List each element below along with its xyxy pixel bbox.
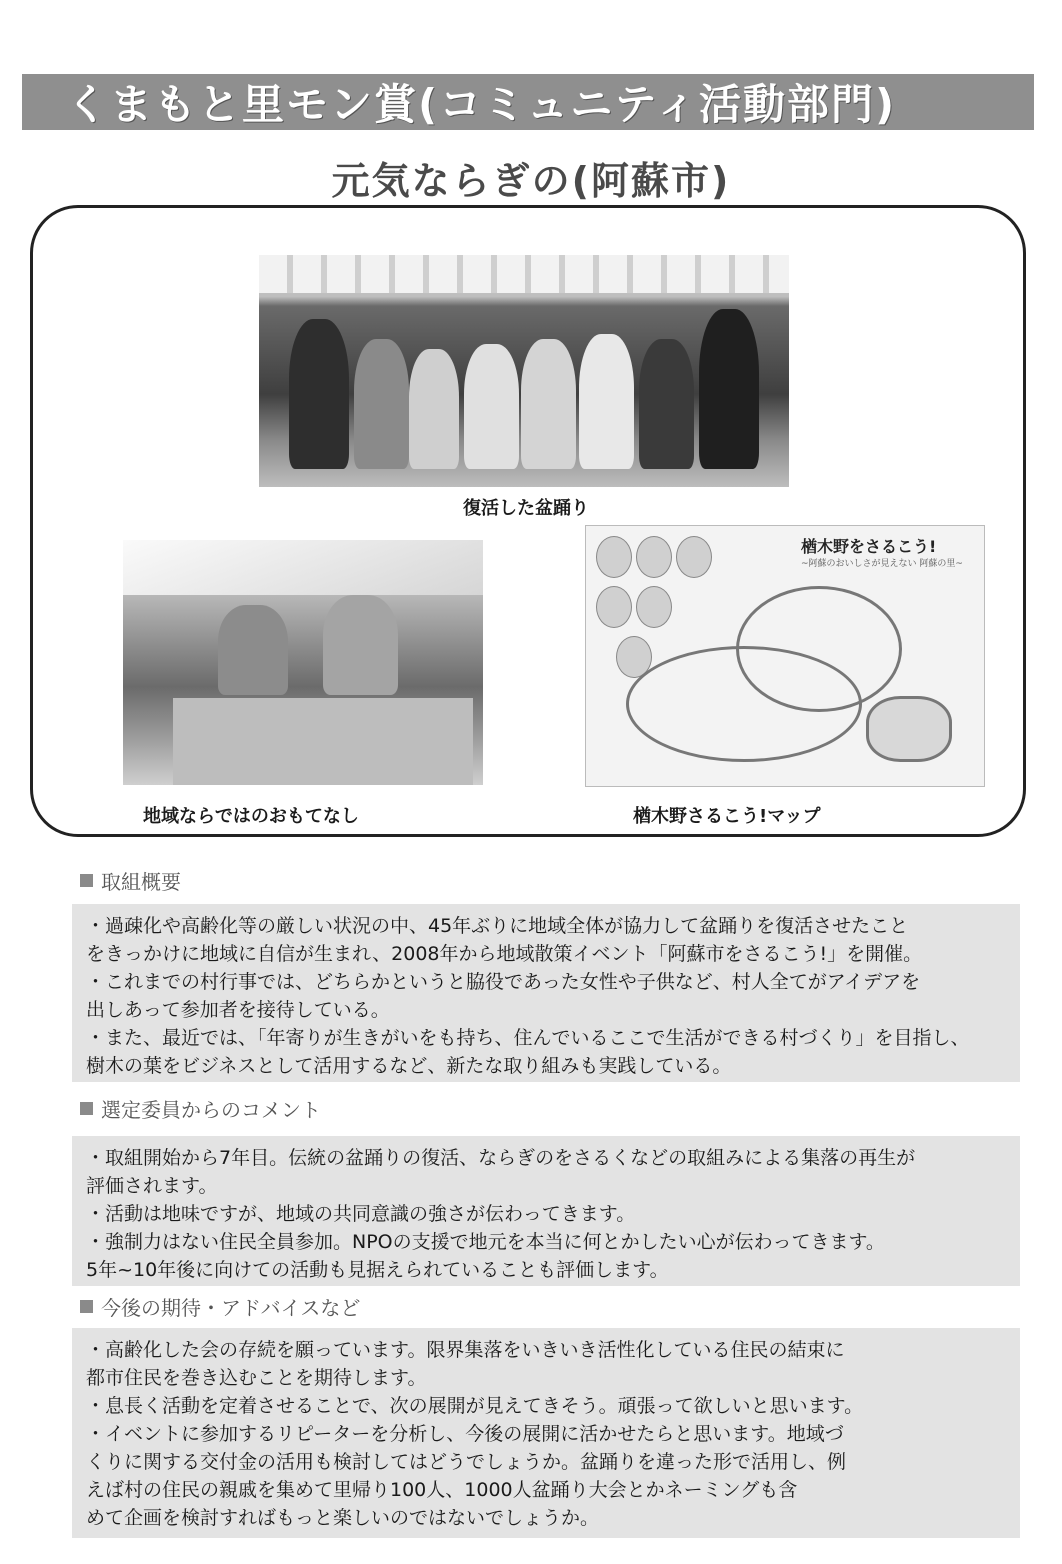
- person-figure: [289, 319, 349, 469]
- portrait-illustration: [596, 536, 632, 578]
- person-figure: [354, 339, 409, 469]
- person-figure: [464, 344, 519, 469]
- section-heading-advice: [80, 1292, 360, 1321]
- person-figure: [579, 334, 634, 469]
- person-figure: [521, 339, 576, 469]
- section-heading-overview: [80, 866, 181, 895]
- section-heading-text: 取組概要: [101, 870, 181, 894]
- overview-line: 出しあって参加者を接待している。: [86, 999, 390, 1021]
- section-heading-text: 今後の期待・アドバイスなど: [101, 1296, 361, 1320]
- food-table: [173, 698, 473, 785]
- overview-line: をきっかけに地域に自信が生まれ、2008年から地域散策イベント「阿蘇市をさるこう!」を開催。: [86, 943, 923, 965]
- map-inset: [866, 696, 952, 762]
- photo-frame: [30, 205, 1026, 837]
- advice-line: ・高齢化した会の存続を願っています。限界集落をいきいき活性化している住民の結束に: [86, 1339, 845, 1361]
- walking-map-image: [585, 525, 985, 787]
- square-bullet-icon: [80, 1102, 93, 1115]
- hospitality-photo: [123, 540, 483, 785]
- overview-line: 樹木の葉をビジネスとして活用するなど、新たな取り組みも実践している。: [86, 1055, 732, 1077]
- overview-line: ・また、最近では、「年寄りが生きがいをも持ち、住んでいるここで生活ができる村づくり」を目指し、: [86, 1027, 970, 1049]
- tent-canopy: [259, 255, 789, 293]
- portrait-illustration: [596, 586, 632, 628]
- advice-line: 都市住民を巻き込むことを期待します。: [86, 1367, 427, 1389]
- square-bullet-icon: [80, 1300, 93, 1313]
- square-bullet-icon: [80, 874, 93, 887]
- comment-line: 評価されます。: [86, 1175, 218, 1197]
- overview-box: [72, 904, 1020, 1082]
- page-subtitle: 元気ならぎの(阿蘇市): [331, 159, 731, 203]
- left-photo-caption: 地域ならではのおもてなし: [143, 806, 359, 827]
- tent-roof: [123, 540, 483, 595]
- map-title: 楢木野をさるこう!: [801, 537, 937, 556]
- comment-line: ・強制力はない住民全員参加。NPOの支援で地元を本当に何とかしたい心が伝わってきます。: [86, 1231, 885, 1253]
- comment-line: ・活動は地味ですが、地域の共同意識の強さが伝わってきます。: [86, 1203, 636, 1225]
- portrait-illustration: [636, 536, 672, 578]
- person-figure: [409, 349, 459, 469]
- bon-odori-group-photo: [259, 255, 789, 487]
- comment-box: [72, 1136, 1020, 1286]
- portrait-illustration: [636, 586, 672, 628]
- comment-line: ・取組開始から7年目。伝統の盆踊りの復活、ならぎのをさるくなどの取組みによる集落の再生が: [86, 1147, 916, 1169]
- advice-line: ・息長く活動を定着させることで、次の展開が見えてきそう。頑張って欲しいと思います。: [86, 1395, 864, 1417]
- person-figure: [639, 339, 694, 469]
- overview-line: ・これまでの村行事では、どちらかというと脇役であった女性や子供など、村人全てがアイデアを: [86, 971, 921, 993]
- right-photo-caption: 楢木野さるこう!マップ: [633, 806, 821, 827]
- advice-box: [72, 1328, 1020, 1538]
- main-photo-caption: 復活した盆踊り: [463, 498, 589, 519]
- person-figure: [323, 595, 398, 695]
- section-heading-text: 選定委員からのコメント: [101, 1098, 321, 1122]
- comment-line: 5年~10年後に向けての活動も見据えられていることも評価します。: [86, 1259, 669, 1281]
- person-figure: [218, 605, 288, 695]
- overview-line: ・過疎化や高齢化等の厳しい状況の中、45年ぶりに地域全体が協力して盆踊りを復活させたこと: [86, 915, 909, 937]
- person-figure: [699, 309, 759, 469]
- map-subtitle: ~阿蘇のおいしさが見えない 阿蘇の里~: [801, 559, 963, 569]
- section-heading-comment: [80, 1094, 321, 1123]
- title-banner: [22, 74, 1034, 130]
- advice-line: えば村の住民の親戚を集めて里帰り100人、1000人盆踊り大会とかネーミングも含: [86, 1479, 798, 1501]
- advice-line: ・イベントに参加するリピーターを分析し、今後の展開に活かせたらと思います。地域づ: [86, 1423, 844, 1445]
- advice-line: くりに関する交付金の活用も検討してはどうでしょうか。盆踊りを違った形で活用し、例: [86, 1451, 847, 1473]
- portrait-illustration: [676, 536, 712, 578]
- page-title: くまもと里モン賞(コミュニティ活動部門): [66, 80, 897, 129]
- map-road: [736, 586, 902, 712]
- advice-line: めて企画を検討すればもっと楽しいのではないでしょうか。: [86, 1507, 600, 1529]
